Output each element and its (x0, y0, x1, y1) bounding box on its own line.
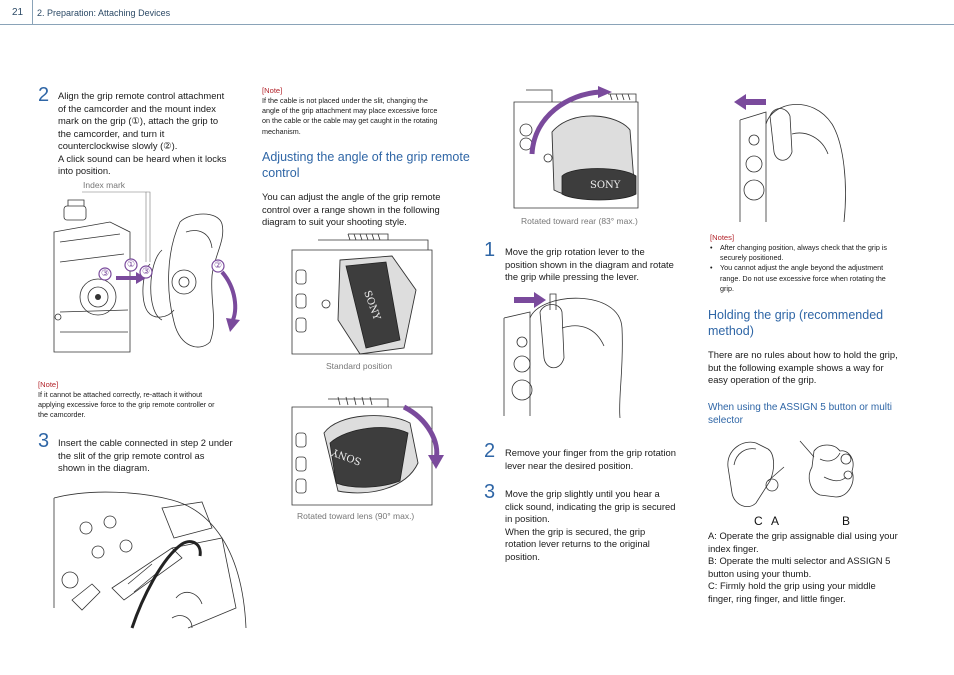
text-line: counterclockwise slowly (②). (58, 140, 178, 151)
text-line: finger, ring finger, and little finger. (708, 592, 846, 604)
intro-text (262, 191, 472, 229)
header-divider (32, 0, 33, 24)
label-c: C (754, 514, 763, 528)
callout-1: ① (127, 259, 136, 269)
heading-line: Adjusting the angle of the grip remote (262, 150, 470, 164)
text-line: C: Firmly hold the grip using your middle (708, 580, 876, 591)
step-text (58, 437, 250, 475)
step-number: 2 (38, 84, 50, 106)
text-line: • After changing position, always check that the grip is (720, 243, 888, 252)
heading-line: method) (708, 324, 754, 338)
grip-attach-diagram (50, 192, 250, 362)
step-number: 3 (38, 430, 50, 452)
grip-hold-diagram (724, 437, 864, 513)
section-title[interactable]: 2. Preparation: Attaching Devices (37, 8, 171, 18)
caption-rear: Rotated toward rear (83° max.) (521, 216, 638, 226)
heading-line: Holding the grip (recommended (708, 308, 884, 322)
text-line: • You cannot adjust the angle beyond the adjustment (720, 263, 884, 273)
step-number: 2 (484, 440, 496, 462)
text-line: index finger. (708, 542, 759, 554)
text-line: rotation lever returns to the original (505, 538, 650, 549)
step-text (505, 488, 700, 563)
text-line: If the cable is not placed under the slit, changing the (262, 96, 428, 105)
text-line: the grip while pressing the lever. (505, 271, 639, 282)
text-line: the camcorder. (38, 410, 86, 420)
page-header (0, 0, 954, 25)
subheading (708, 401, 928, 427)
text-line: Move the grip slightly until you hear a (505, 488, 660, 499)
text-line: Insert the cable connected in step 2 under (58, 437, 233, 448)
sony-logo: SONY (590, 180, 621, 191)
cable-routing-diagram (52, 488, 248, 628)
text-line: mechanism. (262, 126, 301, 136)
caption-standard: Standard position (326, 361, 393, 371)
note-heading: [Note] (262, 86, 283, 95)
text-line: easy operation of the grip. (708, 374, 817, 385)
text-line: When the grip is secured, the grip (505, 525, 646, 537)
note-box (262, 86, 470, 137)
lever-press-diagram (500, 288, 624, 420)
bullet-item (710, 263, 920, 294)
notes-box (710, 233, 920, 294)
page-number: 21 (12, 7, 24, 18)
caption-lens: Rotated toward lens (90° max.) (297, 511, 415, 521)
text-line: securely positioned. (720, 253, 784, 263)
text-line: the camcorder, and turn it (58, 127, 165, 139)
section-heading (262, 149, 472, 181)
text-line: applying excessive force to the grip remote controller or (38, 400, 215, 410)
heading-line: When using the ASSIGN 5 button or multi (708, 402, 892, 413)
text-line: button using your thumb. (708, 567, 812, 579)
text-line: You can adjust the angle of the grip remote (262, 191, 441, 202)
text-line: but the following example shows a way for (708, 361, 884, 373)
callout-3b: ③ (142, 266, 151, 276)
step-number: 3 (484, 481, 496, 503)
grip-description (708, 530, 930, 605)
text-line: in position. (505, 513, 550, 524)
text-line: position. (505, 550, 540, 562)
text-line: diagram to suit your shooting style. (262, 216, 407, 227)
callout-2: ② (214, 260, 223, 270)
rotated-lens-diagram (288, 393, 440, 511)
text-line: A click sound can be heard when it locks (58, 152, 227, 164)
note-box (38, 380, 248, 421)
step-text (505, 447, 700, 472)
text-line: click sound, indicating the grip is secured (505, 500, 676, 512)
text-line: angle of the grip attachment may place excessive force (262, 106, 438, 116)
sony-logo: SONY (361, 289, 382, 322)
note-heading: [Notes] (710, 233, 735, 242)
text-line: Remove your finger from the grip rotation (505, 447, 676, 458)
text-line: on the cable or the cable may get caught in the rotating (262, 116, 438, 126)
rotated-rear-diagram (512, 86, 658, 212)
grip-release-diagram (732, 94, 858, 224)
note-heading: [Note] (38, 380, 59, 389)
text-line: mark on the grip (①), attach the grip to (58, 115, 219, 126)
heading-line: selector (708, 415, 744, 426)
step-text (58, 90, 248, 178)
step-number: 1 (484, 239, 496, 261)
text-line: the slit of the grip remote control as (58, 449, 205, 461)
text-line: grip. (720, 283, 734, 293)
text-line: B: Operate the multi selector and ASSIGN 5 (708, 555, 891, 566)
text-line: control over a range shown in the following (262, 203, 440, 215)
text-line: Move the grip rotation lever to the (505, 246, 645, 257)
step-text (505, 246, 700, 284)
section-heading (708, 307, 928, 339)
text-line: range. Do not use excessive force when rotating the (720, 273, 886, 283)
text-line: There are no rules about how to hold the grip, (708, 349, 898, 360)
text-line: shown in the diagram. (58, 462, 150, 473)
label-b: B (842, 514, 851, 528)
callout-3: ③ (101, 268, 110, 278)
index-mark-label: Index mark (83, 180, 126, 190)
label-a: A (771, 514, 780, 528)
heading-line: control (262, 166, 300, 180)
text-line: If it cannot be attached correctly, re-attach it without (38, 390, 203, 399)
text-line: of the camcorder and the mount index (58, 102, 216, 114)
text-line: lever near the desired position. (505, 459, 634, 471)
text-line: A: Operate the grip assignable dial using your (708, 530, 898, 541)
intro-text (708, 349, 928, 387)
text-line: into position. (58, 165, 111, 176)
bullet-item (710, 243, 920, 263)
standard-position-diagram (288, 230, 436, 358)
sony-logo: SONY (330, 445, 364, 467)
text-line: position shown in the diagram and rotate (505, 258, 674, 270)
text-line: Align the grip remote control attachment (58, 90, 225, 101)
